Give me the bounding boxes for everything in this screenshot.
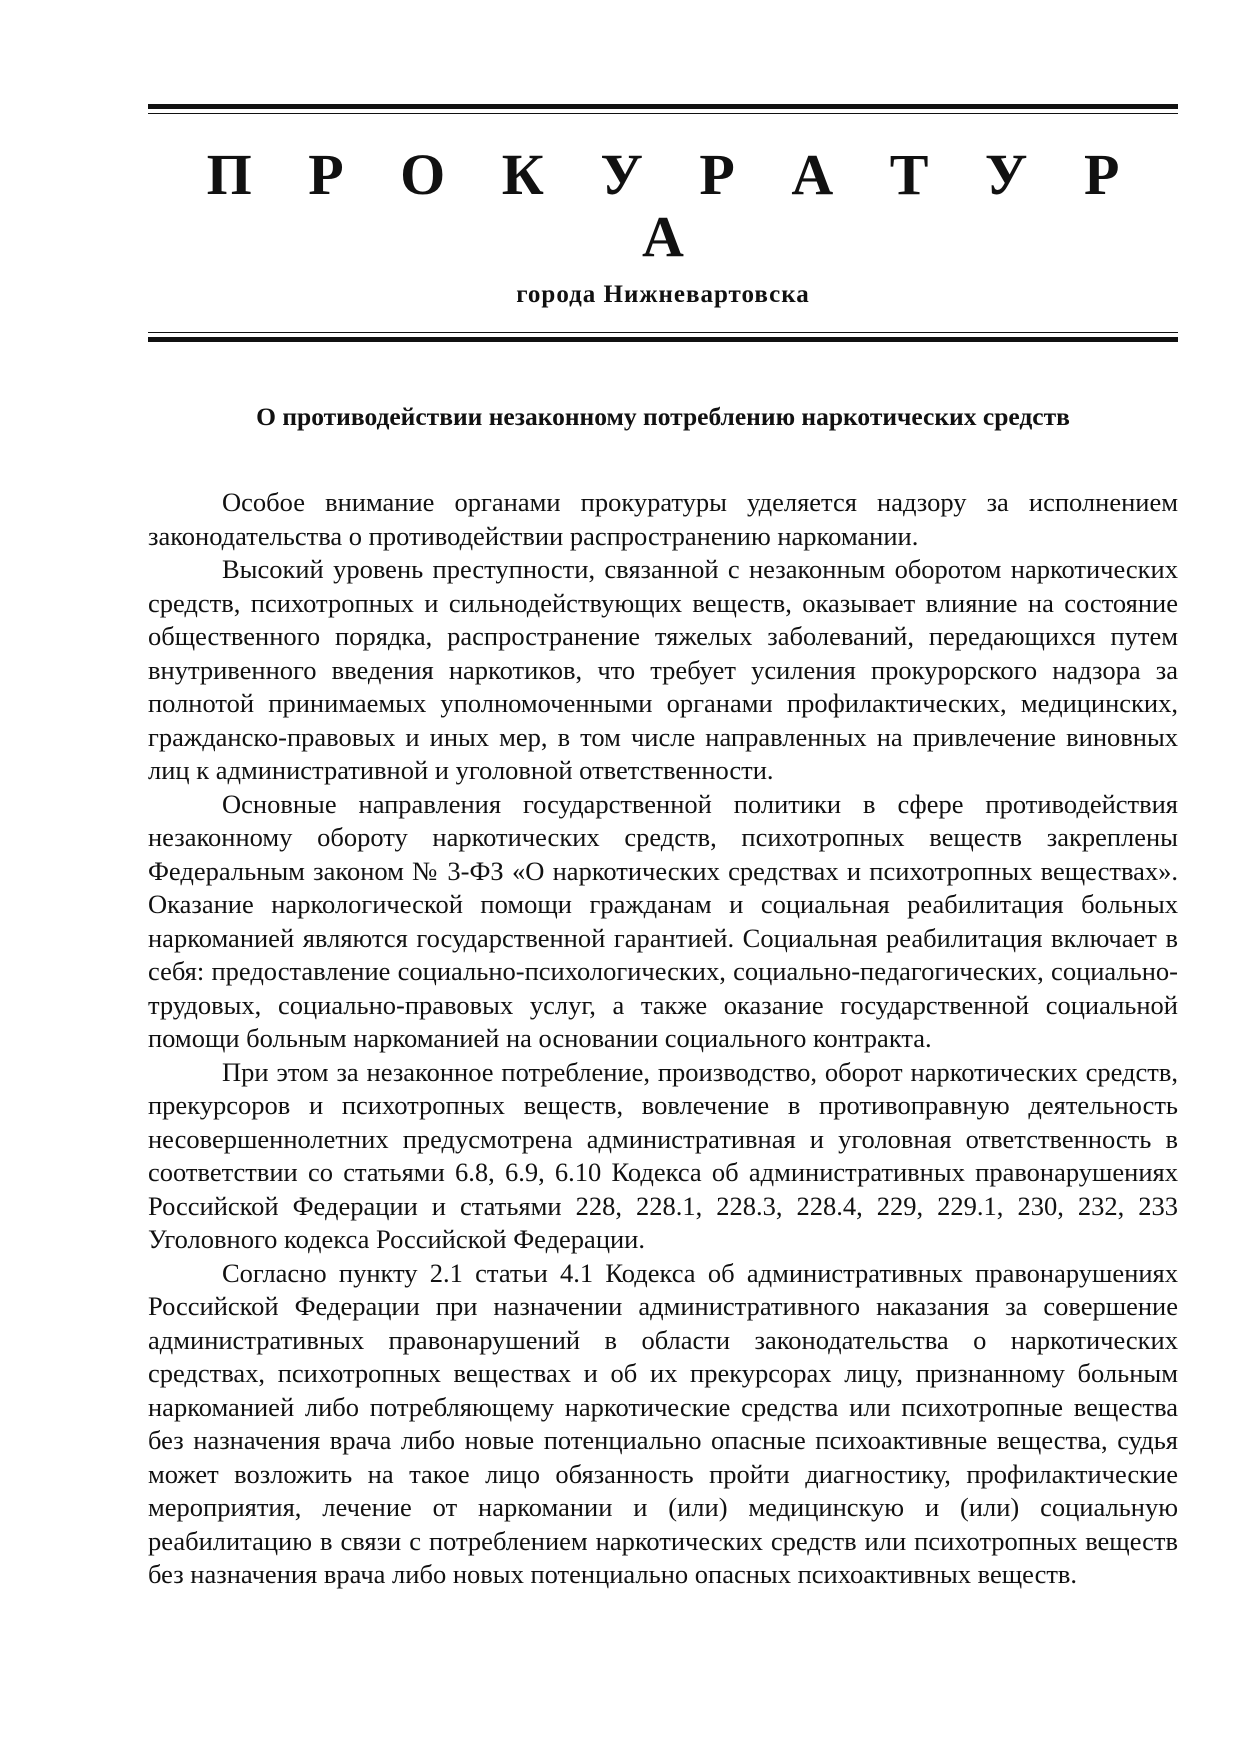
paragraph: Высокий уровень преступности, связанной с незаконным оборотом наркотических средств, психотропных и сильнодействующих веществ, оказывает влияние на состояние общественного порядка, распространение тяжелых заболеваний, передающихся путем внутривенного введения наркотиков, что требует усиления прокурорского надзора за полнотой принимаемых уполномоченными органами профилактических, медицинских, гражданско-правовых и иных мер, в том числе направленных на привлечение виновных лиц к административной и уголовной ответственности. <box>148 554 1178 785</box>
letterhead <box>148 114 1178 332</box>
paragraph: Особое внимание органами прокуратуры уделяется надзору за исполнением законодательства о противодействии распространению наркомании. <box>148 487 1178 551</box>
organization-city: города Нижневартовска <box>516 281 810 308</box>
organization-name: П Р О К У Р А Т У Р А <box>206 142 1141 269</box>
header-bottom-rule <box>148 332 1178 342</box>
paragraph: При этом за незаконное потребление, производство, оборот наркотических средств, прекурсоров и психотропных веществ, вовлечение в противоправную деятельность несовершеннолетних предусмотрена административная и уголовная ответственность в соответствии со статьями 6.8, 6.9, 6.10 Кодекса об административных правонарушениях Российской Федерации и статьями 228, 228.1, 228.3, 228.4, 229, 229.1, 230, 232, 233 Уголовного кодекса Российской Федерации. <box>148 1056 1178 1254</box>
document-page <box>148 104 1178 1592</box>
document-title: О противодействии незаконному потреблению наркотических средств <box>256 402 1070 431</box>
document-body <box>148 486 1178 1592</box>
paragraph: Основные направления государственной политики в сфере противодействия незаконному обороту наркотических средств, психотропных веществ закреплены Федеральным законом № 3-ФЗ «О наркотических средствах и психотропных веществах». Оказание наркологической помощи гражданам и социальная реабилитация больных наркоманией являются государственной гарантией. Социальная реабилитация включает в себя: предоставление социально-психологических, социально-педагогических, социально-трудовых, социально-правовых услуг, а также оказание государственной социальной помощи больным наркоманией на основании социального контракта. <box>148 788 1178 1053</box>
header-top-rule <box>148 104 1178 114</box>
paragraph: Согласно пункту 2.1 статьи 4.1 Кодекса об административных правонарушениях Российской Федерации при назначении административного наказания за совершение административных правонарушений в области законодательства о наркотических средствах, психотропных веществах и об их прекурсорах лицу, признанному больным наркоманией либо потребляющему наркотические средства или психотропные вещества без назначения врача либо новые потенциально опасные психоактивные вещества, судья может возложить на такое лицо обязанность пройти диагностику, профилактические мероприятия, лечение от наркомании и (или) медицинскую и (или) социальную реабилитацию в связи с потреблением наркотических средств или психотропных веществ без назначения врача либо новых потенциально опасных психоактивных веществ. <box>148 1257 1178 1589</box>
